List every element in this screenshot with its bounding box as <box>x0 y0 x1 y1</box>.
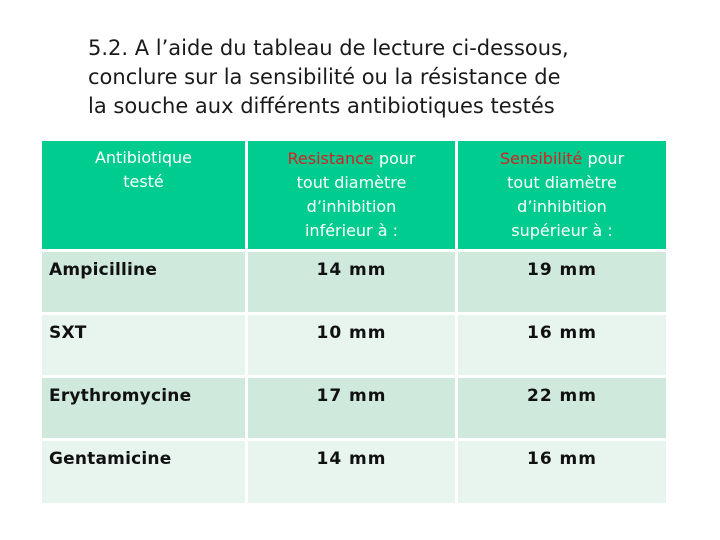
table-row-gentamicine-sensibilite: 16 mm <box>458 441 666 503</box>
table-row-sxt-resistance: 10 mm <box>248 315 458 378</box>
table-row-sxt-name: SXT <box>42 315 248 378</box>
header-sensibilite-line-2: tout diamètre <box>507 173 617 192</box>
header-sensibilite-line-4: supérieur à : <box>511 221 613 240</box>
title-line-1: 5.2. A l’aide du tableau de lecture ci-dessous, <box>88 36 569 60</box>
header-sensibilite <box>458 141 666 252</box>
reading-table <box>42 141 666 503</box>
table-row-gentamicine-name: Gentamicine <box>42 441 248 503</box>
header-resistance-line-1 <box>248 147 455 171</box>
header-resistance-line-3: d’inhibition <box>306 197 397 216</box>
header-resistance-line-2: tout diamètre <box>296 173 407 192</box>
header-resistance-keyword: Resistance <box>287 149 374 168</box>
title-line-3: la souche aux différents antibiotiques testés <box>88 94 555 118</box>
header-resistance-line-4: inférieur à : <box>304 221 398 240</box>
page-title <box>88 34 688 121</box>
header-sensibilite-line-3: d’inhibition <box>517 197 607 216</box>
header-antibiotique-line-2: testé <box>123 172 164 191</box>
table-row-gentamicine-resistance: 14 mm <box>248 441 458 503</box>
header-sensibilite-suffix: pour <box>582 149 625 168</box>
header-sensibilite-keyword: Sensibilité <box>499 149 583 168</box>
table-row-erythromycine-name: Erythromycine <box>42 378 248 441</box>
header-resistance-suffix: pour <box>373 149 416 168</box>
table-row-sxt-sensibilite: 16 mm <box>458 315 666 378</box>
table-row-ampicilline-name: Ampicilline <box>42 252 248 315</box>
header-antibiotique <box>42 141 248 252</box>
table-row-ampicilline-resistance: 14 mm <box>248 252 458 315</box>
header-antibiotique-line-1: Antibiotique <box>94 148 193 167</box>
table-row-ampicilline-sensibilite: 19 mm <box>458 252 666 315</box>
header-resistance <box>248 141 458 252</box>
table-row-erythromycine-resistance: 17 mm <box>248 378 458 441</box>
title-line-2: conclure sur la sensibilité ou la résistance de <box>88 65 561 89</box>
header-sensibilite-line-1 <box>458 147 666 171</box>
table-row-erythromycine-sensibilite: 22 mm <box>458 378 666 441</box>
